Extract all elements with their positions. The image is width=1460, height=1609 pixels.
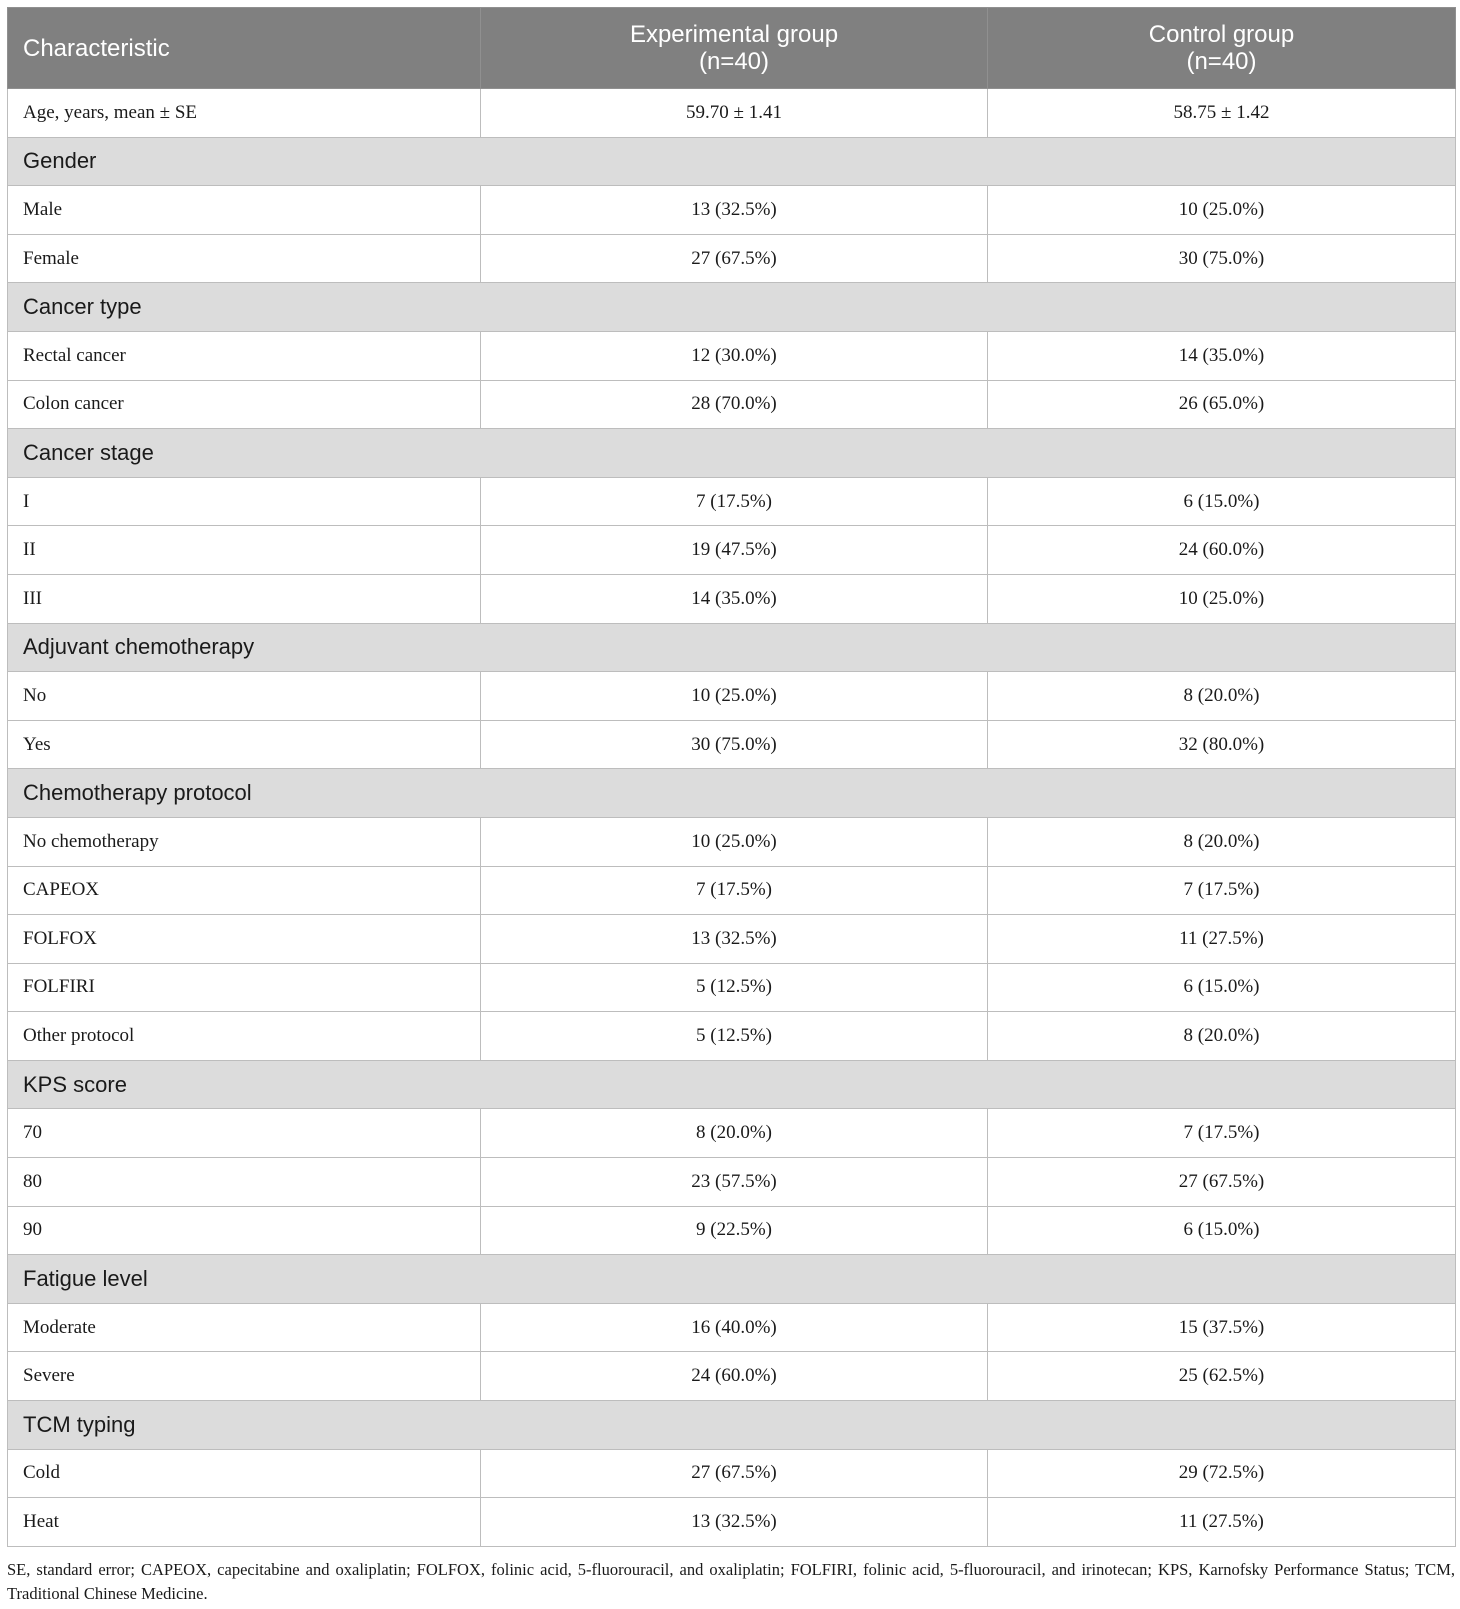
table-row bbox=[8, 720, 1456, 769]
section-label: KPS score bbox=[8, 1060, 1456, 1109]
table-row bbox=[8, 1303, 1456, 1352]
section-label: Cancer type bbox=[8, 283, 1456, 332]
header-control-n: (n=40) bbox=[1186, 48, 1257, 75]
row-label: II bbox=[8, 526, 481, 575]
table-row bbox=[8, 574, 1456, 623]
control-value: 27 (67.5%) bbox=[988, 1158, 1456, 1207]
table-row bbox=[8, 1206, 1456, 1255]
table-row bbox=[8, 817, 1456, 866]
header-experimental-group bbox=[481, 8, 988, 89]
row-label: FOLFIRI bbox=[8, 963, 481, 1012]
table-row bbox=[8, 234, 1456, 283]
row-label: Moderate bbox=[8, 1303, 481, 1352]
control-value: 30 (75.0%) bbox=[988, 234, 1456, 283]
row-label: Colon cancer bbox=[8, 380, 481, 429]
experimental-value: 5 (12.5%) bbox=[481, 1012, 988, 1061]
experimental-value: 23 (57.5%) bbox=[481, 1158, 988, 1207]
row-label: Other protocol bbox=[8, 1012, 481, 1061]
table-row bbox=[8, 380, 1456, 429]
row-label: Cold bbox=[8, 1449, 481, 1498]
control-value: 7 (17.5%) bbox=[988, 866, 1456, 915]
experimental-value: 5 (12.5%) bbox=[481, 963, 988, 1012]
characteristics-table-container bbox=[7, 7, 1455, 1547]
control-value: 8 (20.0%) bbox=[988, 672, 1456, 721]
control-value: 7 (17.5%) bbox=[988, 1109, 1456, 1158]
row-label: Female bbox=[8, 234, 481, 283]
header-experimental-n: (n=40) bbox=[698, 48, 770, 75]
table-header bbox=[8, 8, 1456, 89]
section-row bbox=[8, 283, 1456, 332]
table-row bbox=[8, 1449, 1456, 1498]
section-row bbox=[8, 1255, 1456, 1304]
table-row bbox=[8, 526, 1456, 575]
experimental-value: 28 (70.0%) bbox=[481, 380, 988, 429]
section-row bbox=[8, 137, 1456, 186]
control-value: 8 (20.0%) bbox=[988, 1012, 1456, 1061]
experimental-value: 27 (67.5%) bbox=[481, 234, 988, 283]
experimental-value: 12 (30.0%) bbox=[481, 331, 988, 380]
table-row bbox=[8, 186, 1456, 235]
table-row bbox=[8, 915, 1456, 964]
row-label: FOLFOX bbox=[8, 915, 481, 964]
experimental-value: 16 (40.0%) bbox=[481, 1303, 988, 1352]
experimental-value: 19 (47.5%) bbox=[481, 526, 988, 575]
header-experimental-name: Experimental group bbox=[629, 21, 839, 48]
section-label: Cancer stage bbox=[8, 429, 1456, 478]
control-value: 6 (15.0%) bbox=[988, 1206, 1456, 1255]
control-value: 10 (25.0%) bbox=[988, 186, 1456, 235]
experimental-value: 14 (35.0%) bbox=[481, 574, 988, 623]
table-row bbox=[8, 1498, 1456, 1547]
row-label: 70 bbox=[8, 1109, 481, 1158]
table-row bbox=[8, 89, 1456, 138]
experimental-value: 8 (20.0%) bbox=[481, 1109, 988, 1158]
row-label: III bbox=[8, 574, 481, 623]
row-label: Rectal cancer bbox=[8, 331, 481, 380]
header-row bbox=[8, 8, 1456, 89]
experimental-value: 27 (67.5%) bbox=[481, 1449, 988, 1498]
row-label: Male bbox=[8, 186, 481, 235]
row-label: Yes bbox=[8, 720, 481, 769]
control-value: 6 (15.0%) bbox=[988, 963, 1456, 1012]
table-row bbox=[8, 672, 1456, 721]
row-label: No bbox=[8, 672, 481, 721]
section-row bbox=[8, 769, 1456, 818]
section-row bbox=[8, 1401, 1456, 1450]
table-row bbox=[8, 1109, 1456, 1158]
row-label: CAPEOX bbox=[8, 866, 481, 915]
experimental-value: 59.70 ± 1.41 bbox=[481, 89, 988, 138]
table-row bbox=[8, 1352, 1456, 1401]
row-label: Heat bbox=[8, 1498, 481, 1547]
header-characteristic: Characteristic bbox=[8, 8, 481, 89]
experimental-value: 24 (60.0%) bbox=[481, 1352, 988, 1401]
experimental-value: 9 (22.5%) bbox=[481, 1206, 988, 1255]
table-footnote: SE, standard error; CAPEOX, capecitabine and oxaliplatin; FOLFOX, folinic acid, 5-fluorouracil, and oxaliplatin; FOLFIRI, folinic acid, 5-fluorouracil, and irinotecan; KPS, Karnofsky Performance Status; TCM, Traditional Chinese Medicine. bbox=[7, 1560, 1455, 1603]
experimental-value: 10 (25.0%) bbox=[481, 672, 988, 721]
experimental-value: 13 (32.5%) bbox=[481, 915, 988, 964]
section-row bbox=[8, 623, 1456, 672]
table-row bbox=[8, 866, 1456, 915]
row-label: 90 bbox=[8, 1206, 481, 1255]
table-row bbox=[8, 331, 1456, 380]
table-row bbox=[8, 963, 1456, 1012]
row-label: Severe bbox=[8, 1352, 481, 1401]
control-value: 32 (80.0%) bbox=[988, 720, 1456, 769]
header-control-group bbox=[988, 8, 1456, 89]
experimental-value: 13 (32.5%) bbox=[481, 186, 988, 235]
table-row bbox=[8, 1158, 1456, 1207]
control-value: 8 (20.0%) bbox=[988, 817, 1456, 866]
section-label: Fatigue level bbox=[8, 1255, 1456, 1304]
characteristics-table bbox=[7, 7, 1456, 1547]
experimental-value: 13 (32.5%) bbox=[481, 1498, 988, 1547]
row-label: No chemotherapy bbox=[8, 817, 481, 866]
experimental-value: 10 (25.0%) bbox=[481, 817, 988, 866]
experimental-value: 30 (75.0%) bbox=[481, 720, 988, 769]
control-value: 6 (15.0%) bbox=[988, 477, 1456, 526]
section-label: Chemotherapy protocol bbox=[8, 769, 1456, 818]
experimental-value: 7 (17.5%) bbox=[481, 866, 988, 915]
section-row bbox=[8, 429, 1456, 478]
table-row bbox=[8, 477, 1456, 526]
row-label: 80 bbox=[8, 1158, 481, 1207]
table-body bbox=[8, 89, 1456, 1547]
control-value: 26 (65.0%) bbox=[988, 380, 1456, 429]
control-value: 14 (35.0%) bbox=[988, 331, 1456, 380]
control-value: 15 (37.5%) bbox=[988, 1303, 1456, 1352]
section-label: Adjuvant chemotherapy bbox=[8, 623, 1456, 672]
control-value: 11 (27.5%) bbox=[988, 1498, 1456, 1547]
experimental-value: 7 (17.5%) bbox=[481, 477, 988, 526]
control-value: 10 (25.0%) bbox=[988, 574, 1456, 623]
control-value: 29 (72.5%) bbox=[988, 1449, 1456, 1498]
control-value: 24 (60.0%) bbox=[988, 526, 1456, 575]
table-row bbox=[8, 1012, 1456, 1061]
control-value: 58.75 ± 1.42 bbox=[988, 89, 1456, 138]
row-label: I bbox=[8, 477, 481, 526]
section-label: Gender bbox=[8, 137, 1456, 186]
section-row bbox=[8, 1060, 1456, 1109]
control-value: 25 (62.5%) bbox=[988, 1352, 1456, 1401]
header-control-name: Control group bbox=[1148, 21, 1295, 48]
control-value: 11 (27.5%) bbox=[988, 915, 1456, 964]
row-label: Age, years, mean ± SE bbox=[8, 89, 481, 138]
section-label: TCM typing bbox=[8, 1401, 1456, 1450]
